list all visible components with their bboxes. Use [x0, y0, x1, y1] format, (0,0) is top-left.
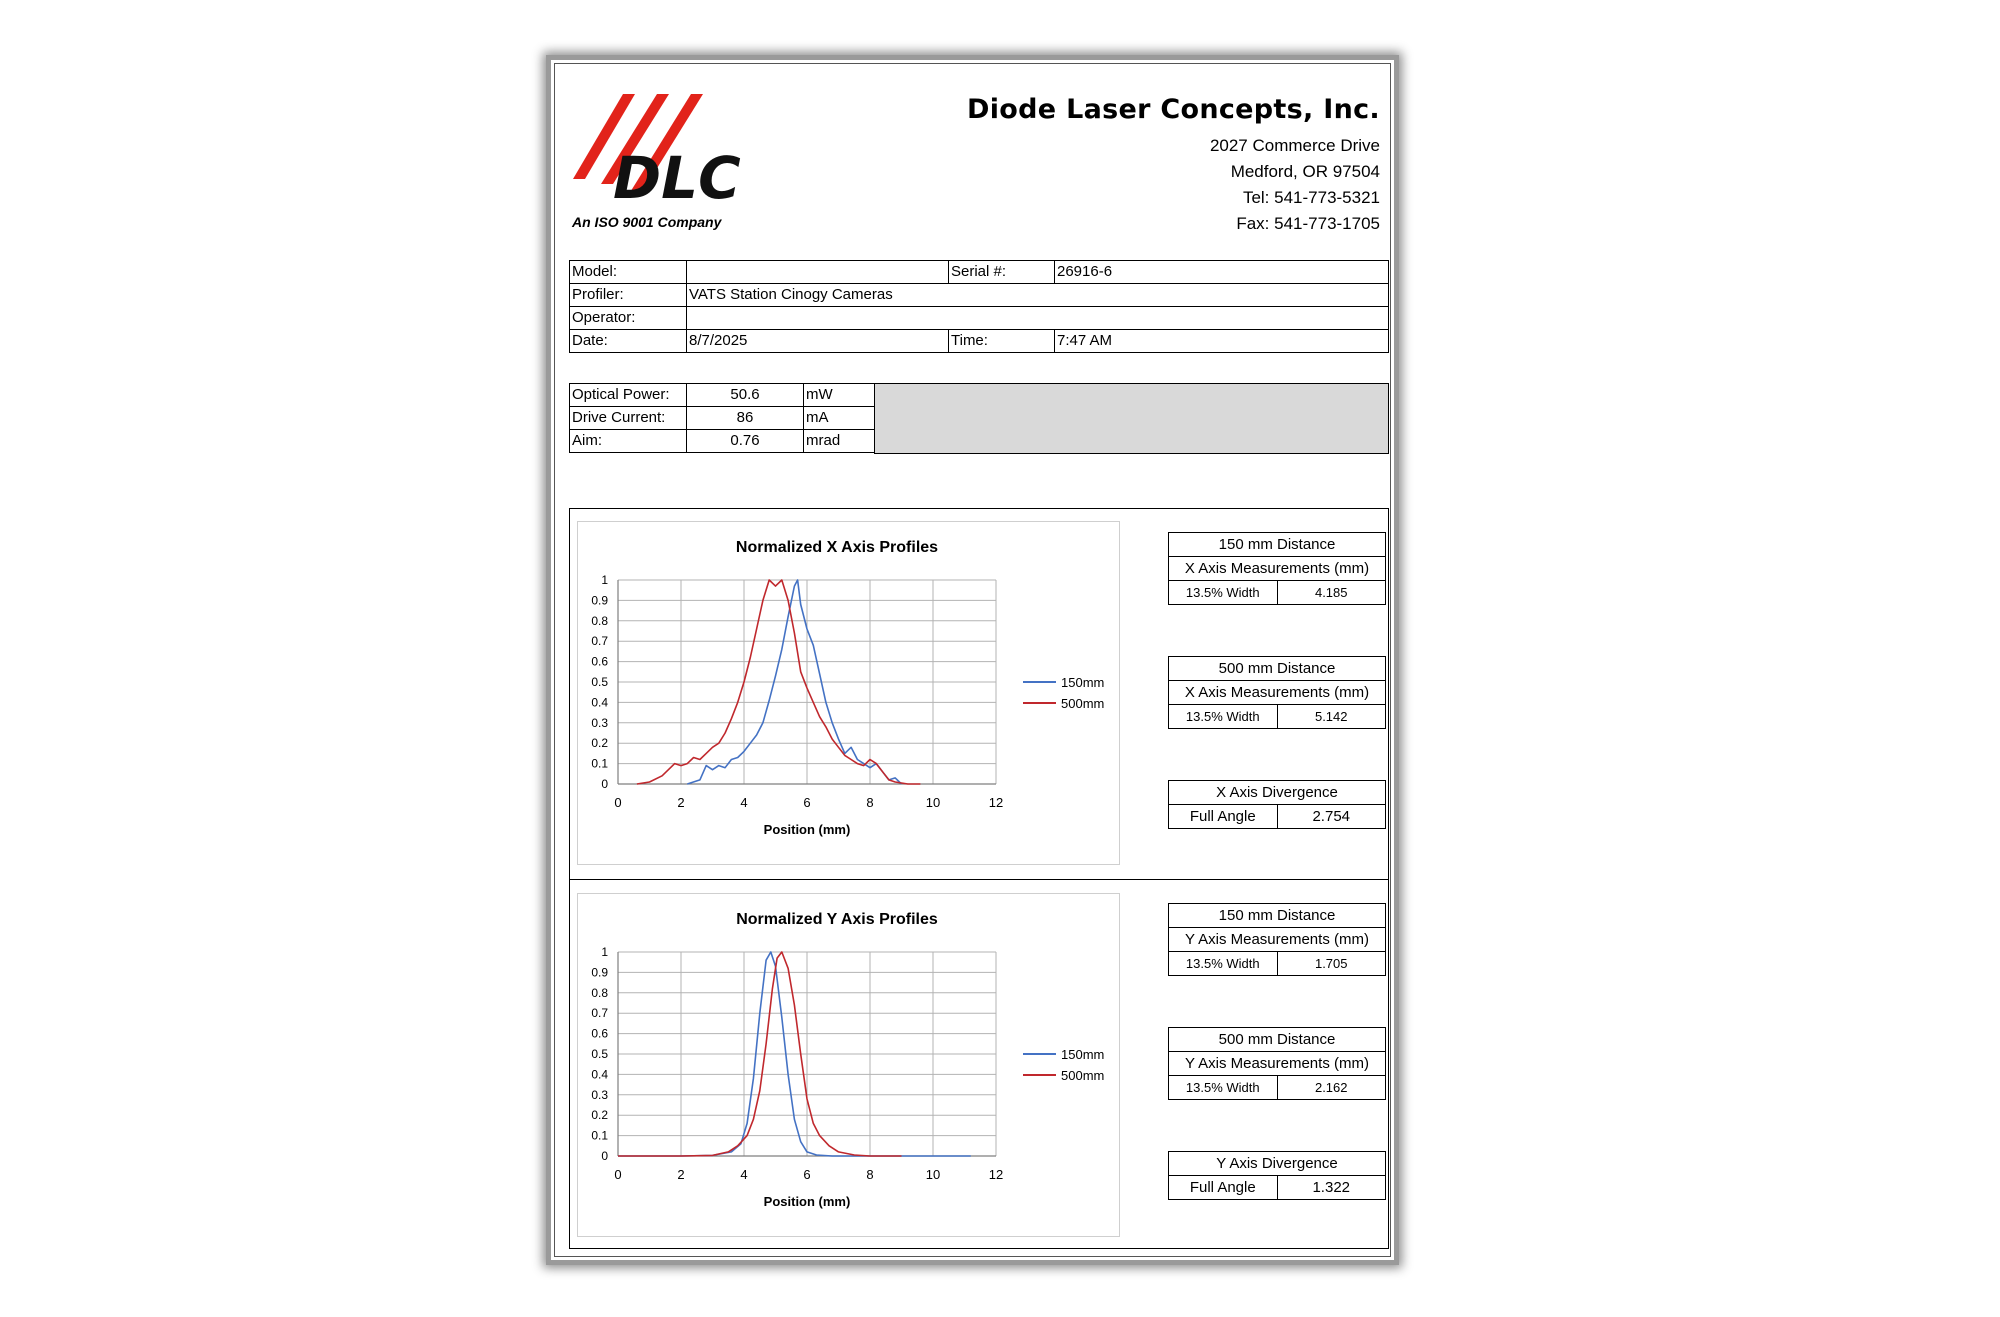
y-tick-label: 0.7	[591, 634, 608, 649]
profiler-value: VATS Station Cinogy Cameras	[687, 284, 1389, 307]
address-line1: 2027 Commerce Drive	[1209, 136, 1380, 155]
info-row-date	[570, 330, 1389, 353]
operator-label: Operator:	[570, 307, 687, 330]
x-profile-svg	[578, 522, 1119, 864]
model-label: Model:	[570, 261, 687, 284]
y-tick-label: 0.4	[591, 1067, 608, 1082]
time-value: 7:47 AM	[1055, 330, 1389, 353]
y-divergence-table	[1168, 1151, 1386, 1200]
x-tick-label: 2	[677, 795, 685, 810]
info-row-operator	[570, 307, 1389, 330]
x-tick-label: 8	[866, 795, 874, 810]
x-divergence-label: Full Angle	[1169, 805, 1278, 829]
x-tick-label: 0	[614, 1167, 622, 1182]
y-500mm-subtitle: Y Axis Measurements (mm)	[1169, 1052, 1386, 1076]
profiles-panel	[569, 508, 1389, 1249]
y-tick-label: 0.2	[591, 736, 608, 751]
dlc-logo	[573, 94, 753, 204]
y-150mm-table	[1168, 903, 1386, 976]
x-axis-chart	[577, 521, 1120, 865]
y-tick-label: 0.1	[591, 1128, 608, 1143]
x-150mm-width-value: 4.185	[1277, 581, 1386, 605]
y-divergence-label: Full Angle	[1169, 1176, 1278, 1200]
x-150mm-table	[1168, 532, 1386, 605]
phone: Tel: 541-773-5321	[1242, 188, 1380, 207]
y-divergence-value: 1.322	[1277, 1176, 1386, 1200]
measurement-unit: mW	[804, 384, 875, 407]
x-500mm-title: 500 mm Distance	[1169, 657, 1386, 681]
y-tick-label: 1	[601, 945, 608, 959]
y-divergence-title: Y Axis Divergence	[1169, 1152, 1386, 1176]
measurement-row	[570, 384, 875, 407]
x-tick-label: 12	[988, 1167, 1004, 1182]
address-line2: Medford, OR 97504	[1230, 162, 1380, 181]
y-500mm-width-label: 13.5% Width	[1169, 1076, 1278, 1100]
panel-divider	[570, 879, 1388, 880]
y-tick-label: 0.6	[591, 654, 608, 669]
y-tick-label: 0.6	[591, 1026, 608, 1041]
blank-gray-box	[874, 383, 1389, 454]
x-150mm-subtitle: X Axis Measurements (mm)	[1169, 557, 1386, 581]
x-tick-label: 10	[925, 795, 941, 810]
y-tick-label: 0	[601, 777, 608, 791]
measurement-label: Optical Power:	[570, 384, 687, 407]
y-tick-label: 0.8	[591, 613, 608, 628]
x-tick-label: 6	[803, 795, 811, 810]
y-axis-chart	[577, 893, 1120, 1237]
serial-label: Serial #:	[949, 261, 1055, 284]
measurement-value: 50.6	[687, 384, 804, 407]
profiler-label: Profiler:	[570, 284, 687, 307]
y-tick-label: 0.4	[591, 695, 608, 710]
date-value: 8/7/2025	[687, 330, 949, 353]
y-tick-label: 0.2	[591, 1108, 608, 1123]
x-150mm-title: 150 mm Distance	[1169, 533, 1386, 557]
y-150mm-title: 150 mm Distance	[1169, 904, 1386, 928]
x-divergence-value: 2.754	[1277, 805, 1386, 829]
y-tick-label: 0.5	[591, 675, 608, 689]
y-tick-label: 0.9	[591, 593, 608, 608]
y-150mm-subtitle: Y Axis Measurements (mm)	[1169, 928, 1386, 952]
x-500mm-subtitle: X Axis Measurements (mm)	[1169, 681, 1386, 705]
y-500mm-width-value: 2.162	[1277, 1076, 1386, 1100]
logo-text: DLC	[613, 144, 741, 204]
legend-label: 150mm	[1061, 675, 1105, 690]
measurement-label: Drive Current:	[570, 407, 687, 430]
x-axis-label: Position (mm)	[763, 1194, 851, 1209]
fax: Fax: 541-773-1705	[1236, 214, 1380, 233]
date-label: Date:	[570, 330, 687, 353]
info-row-model	[570, 261, 1389, 284]
x-500mm-width-label: 13.5% Width	[1169, 705, 1278, 729]
operator-value	[687, 307, 1389, 330]
measurement-unit: mrad	[804, 430, 875, 453]
y-tick-label: 0.3	[591, 715, 608, 730]
x-500mm-table	[1168, 656, 1386, 729]
x-tick-label: 4	[740, 1167, 748, 1182]
y-150mm-width-value: 1.705	[1277, 952, 1386, 976]
y-tick-label: 1	[601, 573, 608, 587]
y-tick-label: 0.7	[591, 1006, 608, 1021]
measurement-unit: mA	[804, 407, 875, 430]
legend-label: 150mm	[1061, 1047, 1105, 1062]
time-label: Time:	[949, 330, 1055, 353]
y-tick-label: 0.1	[591, 756, 608, 771]
legend-label: 500mm	[1061, 1068, 1105, 1083]
x-tick-label: 2	[677, 1167, 685, 1182]
chart-title: Normalized X Axis Profiles	[735, 539, 939, 556]
x-tick-label: 8	[866, 1167, 874, 1182]
y-500mm-title: 500 mm Distance	[1169, 1028, 1386, 1052]
y-tick-label: 0.8	[591, 985, 608, 1000]
x-tick-label: 10	[925, 1167, 941, 1182]
y-profile-svg	[578, 894, 1119, 1236]
info-row-profiler	[570, 284, 1389, 307]
x-divergence-table	[1168, 780, 1386, 829]
y-tick-label: 0.9	[591, 965, 608, 980]
x-tick-label: 12	[988, 795, 1004, 810]
y-500mm-table	[1168, 1027, 1386, 1100]
company-name: Diode Laser Concepts, Inc.	[967, 94, 1380, 125]
measurement-table	[569, 383, 875, 453]
x-tick-label: 6	[803, 1167, 811, 1182]
chart-title: Normalized Y Axis Profiles	[736, 911, 938, 928]
x-tick-label: 0	[614, 795, 622, 810]
x-tick-label: 4	[740, 795, 748, 810]
x-divergence-title: X Axis Divergence	[1169, 781, 1386, 805]
serial-value: 26916-6	[1055, 261, 1389, 284]
y-tick-label: 0.5	[591, 1047, 608, 1061]
measurement-value: 86	[687, 407, 804, 430]
y-tick-label: 0.3	[591, 1087, 608, 1102]
tagline: An ISO 9001 Company	[572, 214, 722, 230]
y-tick-label: 0	[601, 1149, 608, 1163]
info-table	[569, 260, 1389, 353]
report-sheet	[546, 55, 1399, 1265]
legend-label: 500mm	[1061, 696, 1105, 711]
report-frame	[554, 63, 1391, 1257]
y-150mm-width-label: 13.5% Width	[1169, 952, 1278, 976]
measurement-row	[570, 407, 875, 430]
x-150mm-width-label: 13.5% Width	[1169, 581, 1278, 605]
measurement-row	[570, 430, 875, 453]
company-block	[967, 94, 1380, 237]
x-500mm-width-value: 5.142	[1277, 705, 1386, 729]
model-value	[687, 261, 949, 284]
measurement-value: 0.76	[687, 430, 804, 453]
x-axis-label: Position (mm)	[763, 822, 851, 837]
measurement-label: Aim:	[570, 430, 687, 453]
